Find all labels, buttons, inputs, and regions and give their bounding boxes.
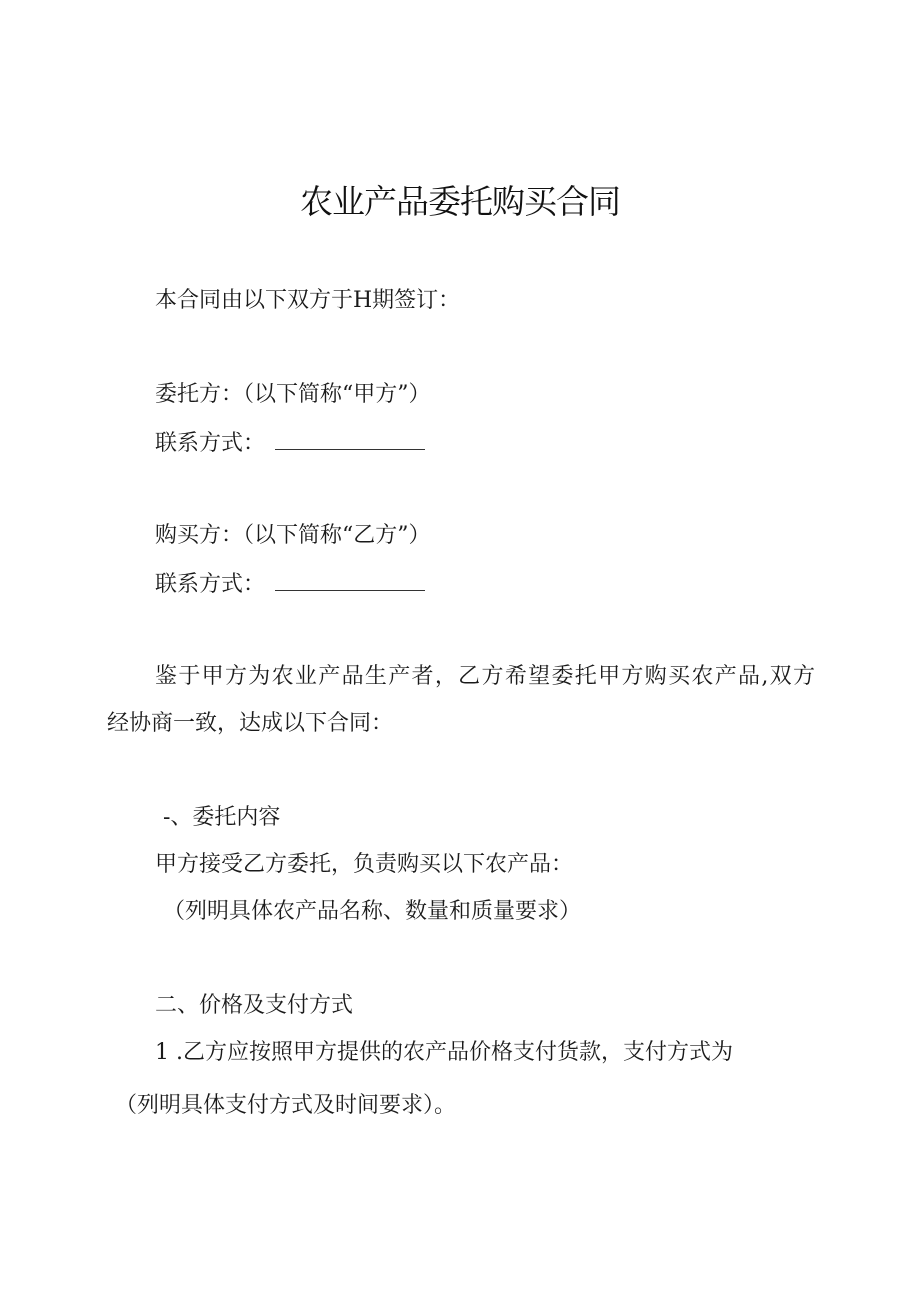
section-1-line-1: 甲方接受乙方委托，负责购买以下农产品：	[155, 852, 574, 877]
party-b-contact-blank[interactable]	[275, 568, 425, 591]
party-b-contact-label: 联系方式：	[155, 572, 266, 597]
section-2-item-1-line-1: 1 .乙方应按照甲方提供的农产品价格支付货款，支付方式为	[155, 1040, 733, 1065]
party-a-contact-label: 联系方式：	[155, 431, 266, 456]
party-b-contact	[155, 568, 425, 600]
intro-text: 本合同由以下双方于H期签订：	[155, 288, 461, 313]
section-1-line-2: （列明具体农产品名称、数量和质量要求）	[163, 899, 582, 924]
party-a-contact	[155, 427, 425, 459]
preamble-line-1: 鉴于甲方为农业产品生产者，乙方希望委托甲方购买农产品,双方	[155, 664, 815, 689]
section-2-item-1-line-2: （列明具体支付方式及时间要求）。	[115, 1093, 457, 1118]
party-a-contact-blank[interactable]	[275, 427, 425, 450]
section-2-heading: 二、价格及支付方式	[155, 993, 354, 1018]
section-1-heading: -、委托内容	[163, 805, 281, 830]
party-a-label: 委托方：（以下简称“甲方”）	[155, 382, 431, 407]
document-title: 农业产品委托购买合同	[300, 182, 620, 221]
party-b-label: 购买方：（以下简称“乙方”）	[155, 523, 431, 548]
preamble-line-2: 经协商一致，达成以下合同：	[107, 711, 394, 736]
